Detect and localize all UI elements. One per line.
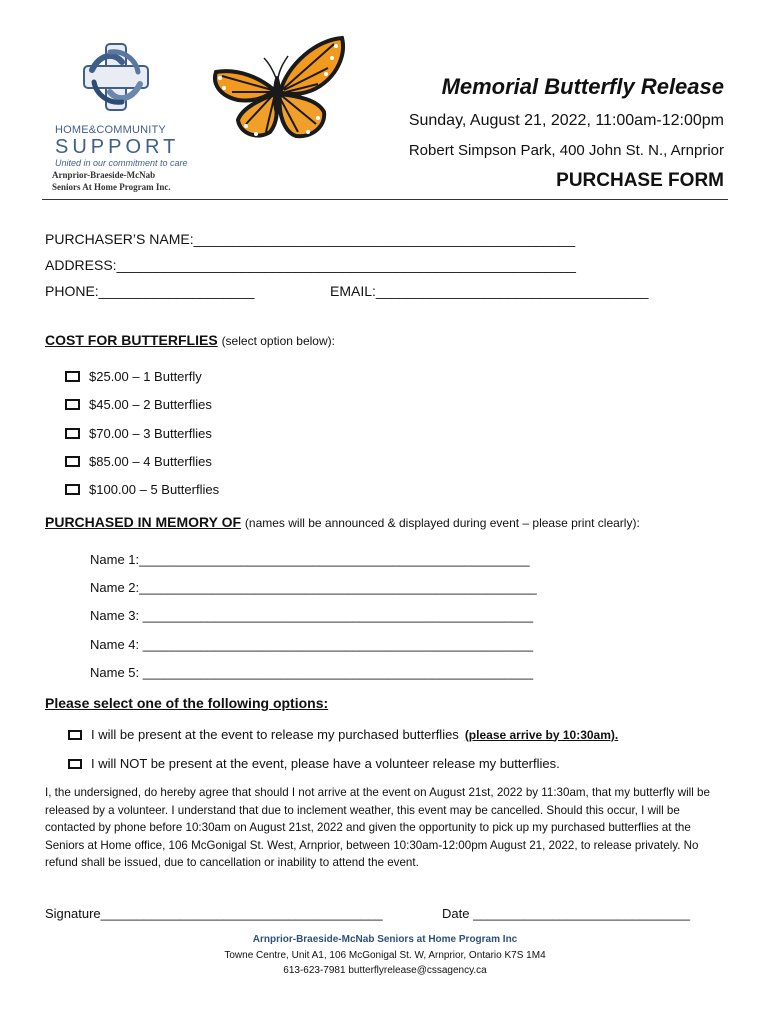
footer-organization: Arnprior-Braeside-McNab Seniors at Home Program Inc bbox=[252, 934, 518, 945]
checkbox-icon[interactable] bbox=[65, 371, 80, 382]
logo-org-line2: Seniors At Home Program Inc. bbox=[52, 182, 171, 192]
memory-name-2-field[interactable]: Name 2:_______________________________________________________ bbox=[90, 580, 537, 595]
header-divider bbox=[42, 199, 728, 200]
attendance-heading-text: Please select one of the following options: bbox=[45, 695, 329, 711]
checkbox-icon[interactable] bbox=[65, 399, 80, 410]
cost-option-label: $85.00 – 4 Butterflies bbox=[89, 454, 212, 469]
cost-option-2[interactable] bbox=[65, 397, 212, 412]
event-title: Memorial Butterfly Release bbox=[441, 74, 724, 99]
memory-name-5-field[interactable]: Name 5: ______________________________________________________ bbox=[90, 665, 534, 680]
attend-present-option[interactable] bbox=[68, 727, 618, 742]
cost-option-label: $100.00 – 5 Butterflies bbox=[89, 482, 220, 497]
checkbox-icon[interactable] bbox=[68, 759, 82, 769]
cost-option-3[interactable] bbox=[65, 426, 212, 441]
memory-heading-text: PURCHASED IN MEMORY OF bbox=[45, 514, 242, 530]
memory-section-heading bbox=[45, 514, 640, 530]
footer-address: Towne Centre, Unit A1, 106 McGonigal St. W, Arnprior, Ontario K7S 1M4 bbox=[224, 950, 546, 961]
attend-absent-label: I will NOT be present at the event, please have a volunteer release my butterflies. bbox=[91, 756, 560, 771]
attend-present-label: I will be present at the event to release my purchased butterflies bbox=[91, 727, 459, 742]
form-title: PURCHASE FORM bbox=[556, 170, 724, 191]
memory-name-3-field[interactable]: Name 3: ______________________________________________________ bbox=[90, 608, 534, 623]
cost-option-5[interactable] bbox=[65, 482, 219, 497]
phone-field[interactable]: PHONE:____________________ bbox=[45, 283, 255, 299]
agreement-text: I, the undersigned, do hereby agree that should I not arrive at the event on August 21st, 2022 by 11:30am, that my butterfly will be released by a volunteer. I understand that due to inclement weather, this event may be cancelled. Should this occur, I will be contacted by phone before 10:30am on August 21st, 2022 and given the opportunity to pick up my purchased butterflies at the Seniors at Home office, 106 McGonigal St. West, Arnprior, between 10:30am-12:00pm August 21, 2022, to release privately. No refund shall be issued, due to cancellation or inability to attend the event. bbox=[45, 786, 710, 870]
memory-name-4-field[interactable]: Name 4: ______________________________________________________ bbox=[90, 637, 534, 652]
purchaser-name-field[interactable]: PURCHASER’S NAME:_________________________________________________ bbox=[45, 231, 576, 247]
organization-logo bbox=[50, 40, 190, 192]
butterfly-icon bbox=[208, 34, 348, 144]
cost-heading-text: COST FOR BUTTERFLIES bbox=[45, 332, 218, 348]
cost-heading-note: (select option below): bbox=[221, 334, 335, 348]
email-field[interactable]: EMAIL:___________________________________ bbox=[330, 283, 649, 299]
event-location: Robert Simpson Park, 400 John St. N., Arnprior bbox=[408, 142, 724, 159]
address-field[interactable]: ADDRESS:___________________________________________________________ bbox=[45, 257, 576, 273]
arrival-note: (please arrive by 10:30am). bbox=[464, 727, 619, 742]
cost-option-1[interactable] bbox=[65, 369, 202, 384]
cost-option-label: $25.00 – 1 Butterfly bbox=[89, 369, 202, 384]
logo-line-home-community: HOME&COMMUNITY bbox=[55, 124, 166, 136]
footer-contact: 613-623-7981 butterflyrelease@cssagency.ca bbox=[283, 965, 487, 976]
cost-option-label: $45.00 – 2 Butterflies bbox=[89, 397, 212, 412]
cost-option-label: $70.00 – 3 Butterflies bbox=[89, 426, 212, 441]
logo-org-line1: Arnprior-Braeside-McNab bbox=[52, 170, 156, 180]
memory-heading-note: (names will be announced & displayed during event – please print clearly): bbox=[244, 516, 640, 530]
date-field[interactable]: Date ______________________________ bbox=[442, 906, 690, 921]
logo-line-support: SUPPORT bbox=[55, 136, 180, 158]
event-date-time: Sunday, August 21, 2022, 11:00am-12:00pm bbox=[408, 112, 724, 129]
attend-absent-option[interactable] bbox=[68, 756, 560, 771]
cost-section-heading bbox=[45, 332, 335, 348]
memory-name-1-field[interactable]: Name 1:______________________________________________________ bbox=[90, 552, 530, 567]
cost-option-4[interactable] bbox=[65, 454, 212, 469]
signature-field[interactable]: Signature_______________________________________ bbox=[45, 906, 383, 921]
attendance-heading bbox=[45, 695, 328, 711]
checkbox-icon[interactable] bbox=[65, 428, 80, 439]
logo-tagline: United in our commitment to care bbox=[55, 158, 188, 168]
checkbox-icon[interactable] bbox=[68, 730, 82, 740]
community-support-logo-icon bbox=[80, 40, 152, 114]
checkbox-icon[interactable] bbox=[65, 456, 80, 467]
checkbox-icon[interactable] bbox=[65, 484, 80, 495]
